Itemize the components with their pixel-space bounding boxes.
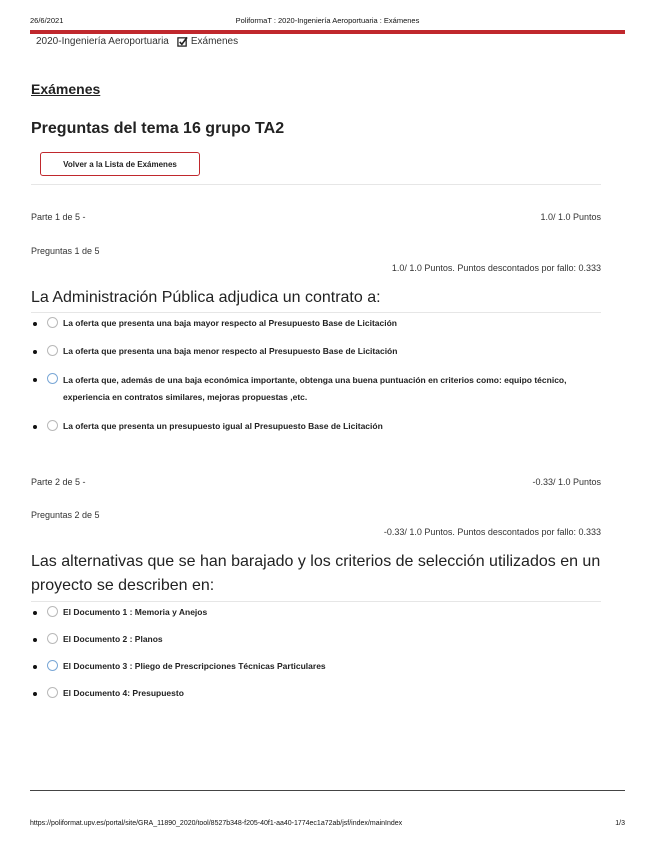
part-points: 1.0/ 1.0 Puntos [540, 212, 601, 222]
answer-option[interactable] [33, 372, 601, 406]
answer-options [33, 316, 601, 434]
question-score: 1.0/ 1.0 Puntos. Puntos descontados por fallo: 0.333 [391, 263, 601, 273]
print-date: 26/6/2021 [30, 16, 64, 25]
breadcrumb [36, 36, 238, 47]
answer-options [33, 605, 601, 701]
option-text: La oferta que, además de una baja económica importante, obtenga una buena puntuación en criterios como: equipo técnico, experiencia en contratos similares, mejoras propuestas ,etc. [63, 375, 567, 402]
bullet [33, 665, 37, 669]
option-text: La oferta que presenta una baja menor respecto al Presupuesto Base de Licitación [63, 346, 398, 356]
answer-option[interactable] [33, 419, 601, 434]
radio-button[interactable] [47, 317, 58, 328]
question-score: -0.33/ 1.0 Puntos. Puntos descontados por fallo: 0.333 [383, 527, 601, 537]
footer-url: https://poliformat.upv.es/portal/site/GRA_11890_2020/tool/8527b348-f205-40f1-aa40-1774ec1a72ab/jsf/index/mainIndex [30, 820, 403, 827]
brand-bar [30, 30, 625, 34]
radio-button[interactable] [47, 420, 58, 431]
option-text: El Documento 3 : Pliego de Prescripciones Técnicas Particulares [63, 661, 326, 671]
radio-button-selected[interactable] [47, 373, 58, 384]
bullet [33, 638, 37, 642]
bullet [33, 322, 37, 326]
option-text: El Documento 1 : Memoria y Anejos [63, 607, 208, 617]
answer-option[interactable] [33, 659, 601, 674]
divider [31, 312, 601, 313]
answer-option[interactable] [33, 605, 601, 620]
question-count: Preguntas 2 de 5 [31, 510, 100, 520]
back-to-exams-button[interactable]: Volver a la Lista de Exámenes [40, 152, 200, 176]
option-text: La oferta que presenta un presupuesto igual al Presupuesto Base de Licitación [63, 421, 383, 431]
divider [31, 184, 601, 185]
radio-button[interactable] [47, 633, 58, 644]
bullet [33, 611, 37, 615]
answer-option[interactable] [33, 632, 601, 647]
print-title: PoliformaT : 2020-Ingeniería Aeroportuaria : Exámenes [235, 16, 420, 25]
option-text: La oferta que presenta una baja mayor respecto al Presupuesto Base de Licitación [63, 318, 397, 328]
breadcrumb-course[interactable]: 2020-Ingeniería Aeroportuaria [36, 36, 169, 47]
radio-button[interactable] [47, 345, 58, 356]
option-text: El Documento 2 : Planos [63, 634, 163, 644]
part-label: Parte 1 de 5 - [31, 212, 86, 222]
bullet [33, 692, 37, 696]
option-text: El Documento 4: Presupuesto [63, 688, 184, 698]
radio-button-selected[interactable] [47, 660, 58, 671]
footer-page-number: 1/3 [615, 820, 625, 827]
radio-button[interactable] [47, 687, 58, 698]
breadcrumb-section[interactable] [177, 36, 238, 47]
divider [31, 601, 601, 602]
answer-option[interactable] [33, 316, 601, 331]
bullet [33, 350, 37, 354]
part-label: Parte 2 de 5 - [31, 477, 86, 487]
bullet [33, 378, 37, 382]
section-heading-link[interactable]: Exámenes [31, 81, 101, 97]
question-text: Las alternativas que se han barajado y los criterios de selección utilizados en un proyecto se describen en: [31, 553, 601, 594]
breadcrumb-section-label: Exámenes [190, 36, 239, 47]
print-header [30, 12, 625, 26]
answer-option[interactable] [33, 686, 601, 701]
footer-divider [30, 790, 625, 791]
checkbox-icon [177, 36, 188, 47]
page-title: Preguntas del tema 16 grupo TA2 [31, 120, 285, 137]
question-text: La Administración Pública adjudica un contrato a: [31, 289, 381, 306]
answer-option[interactable] [33, 344, 601, 359]
bullet [33, 425, 37, 429]
question-count: Preguntas 1 de 5 [31, 246, 100, 256]
radio-button[interactable] [47, 606, 58, 617]
part-points: -0.33/ 1.0 Puntos [532, 477, 601, 487]
